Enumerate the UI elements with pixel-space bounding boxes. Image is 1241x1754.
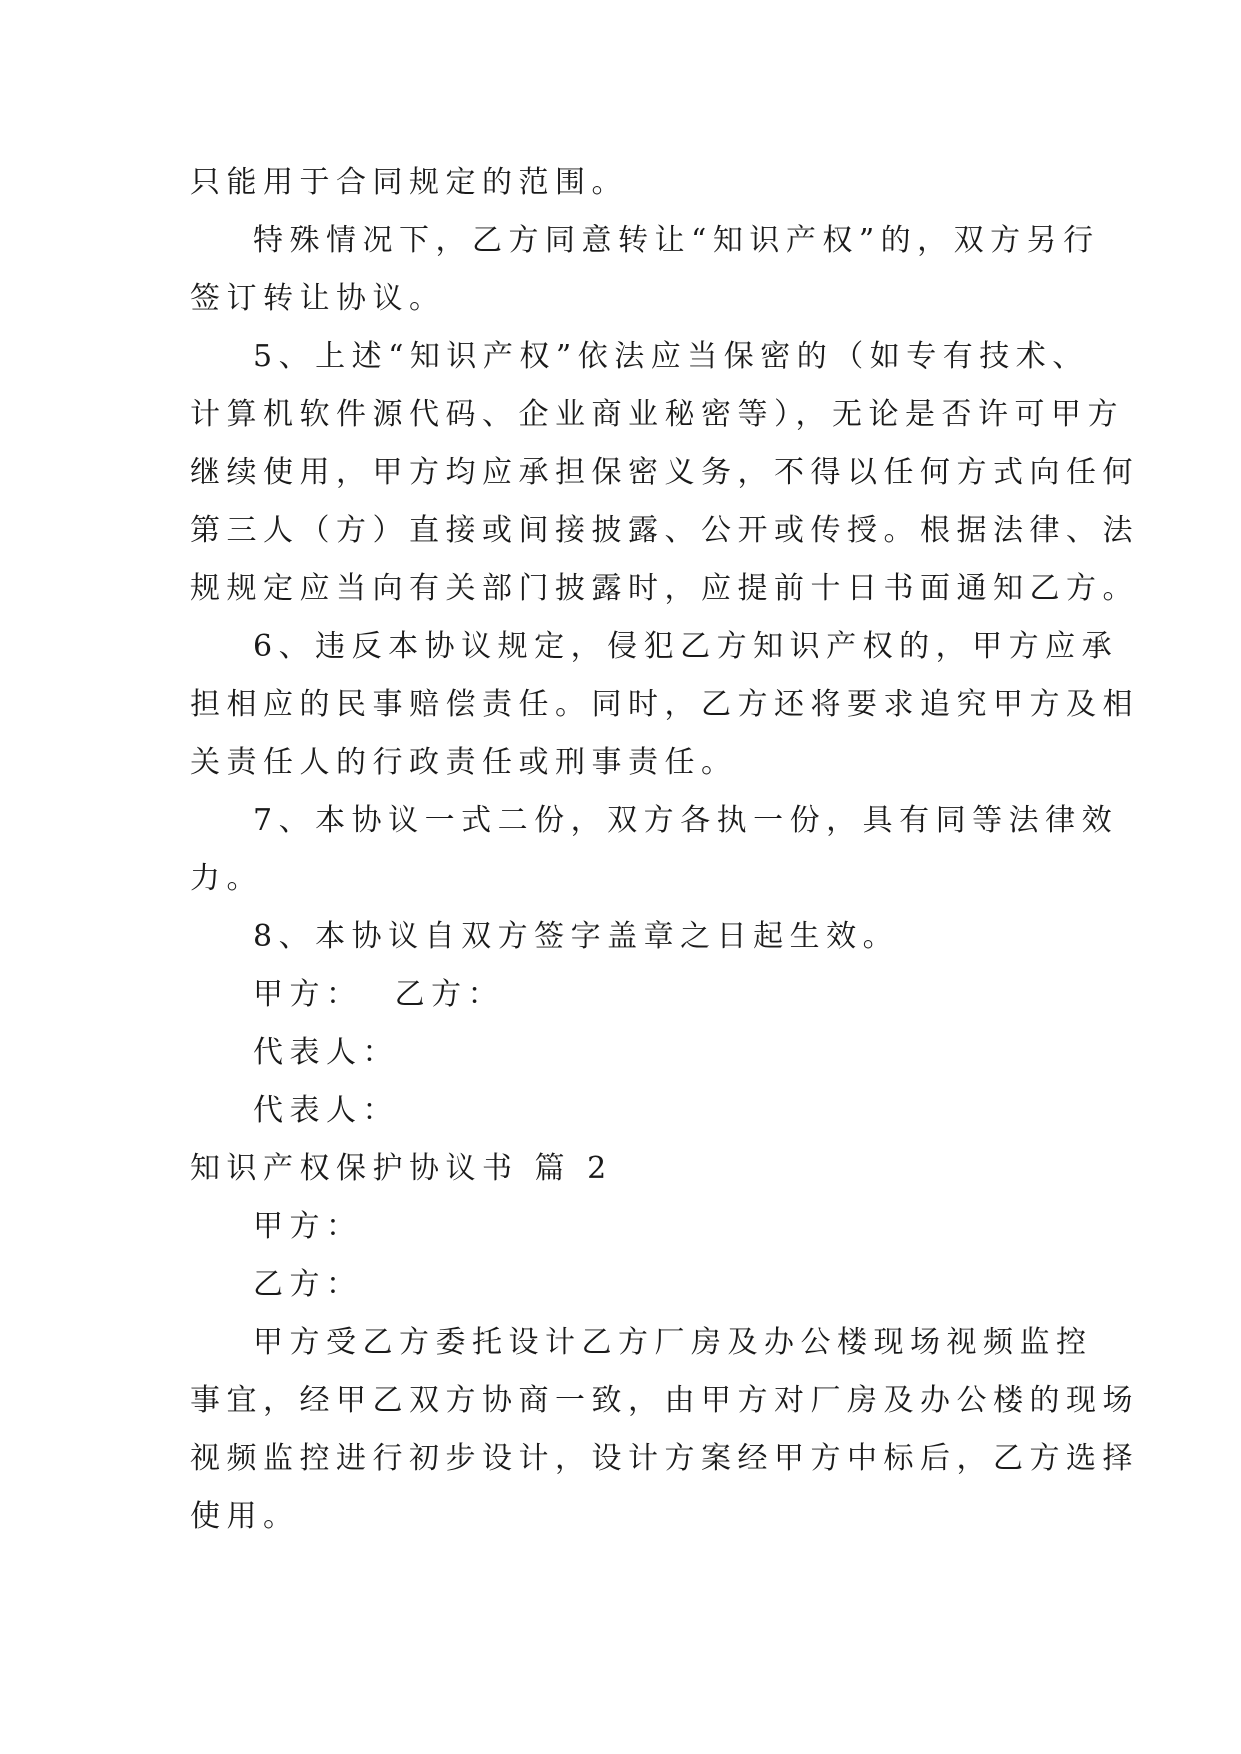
signature-line: 甲方： 乙方： (253, 977, 505, 1012)
text-line: 6、违反本协议规定，侵犯乙方知识产权的，甲方应承 (253, 629, 1119, 664)
text-line: 乙方： (253, 1267, 363, 1302)
text-line: 5、上述“知识产权”依法应当保密的（如专有技术、 (253, 339, 1089, 374)
text-line: 关责任人的行政责任或刑事责任。 (190, 745, 738, 780)
text-line: 7、本协议一式二份，双方各执一份，具有同等法律效 (253, 803, 1119, 838)
text-line: 第三人（方）直接或间接披露、公开或传授。根据法律、法 (190, 513, 1139, 548)
text-line: 继续使用，甲方均应承担保密义务，不得以任何方式向任何 (190, 455, 1139, 490)
signature-line: 代表人： (253, 1035, 399, 1070)
text-line: 特殊情况下，乙方同意转让“知识产权”的，双方另行 (253, 223, 1100, 258)
text-line: 计算机软件源代码、企业商业秘密等），无论是否许可甲方 (190, 397, 1124, 432)
text-line: 规规定应当向有关部门披露时，应提前十日书面通知乙方。 (190, 571, 1139, 606)
text-line: 力。 (190, 861, 263, 896)
text-line: 担相应的民事赔偿责任。同时，乙方还将要求追究甲方及相 (190, 687, 1139, 722)
text-line: 视频监控进行初步设计，设计方案经甲方中标后，乙方选择 (190, 1441, 1139, 1476)
text-line: 事宜，经甲乙双方协商一致，由甲方对厂房及办公楼的现场 (190, 1383, 1139, 1418)
text-line: 甲方受乙方委托设计乙方厂房及办公楼现场视频监控 (253, 1325, 1093, 1360)
text-line: 只能用于合同规定的范围。 (190, 165, 628, 200)
section-title: 知识产权保护协议书 篇 2 (190, 1151, 613, 1186)
text-line: 使用。 (190, 1499, 300, 1534)
text-line: 签订转让协议。 (190, 281, 446, 316)
text-line: 8、本协议自双方签字盖章之日起生效。 (253, 919, 900, 954)
text-line: 甲方： (253, 1209, 363, 1244)
signature-line: 代表人： (253, 1093, 399, 1128)
